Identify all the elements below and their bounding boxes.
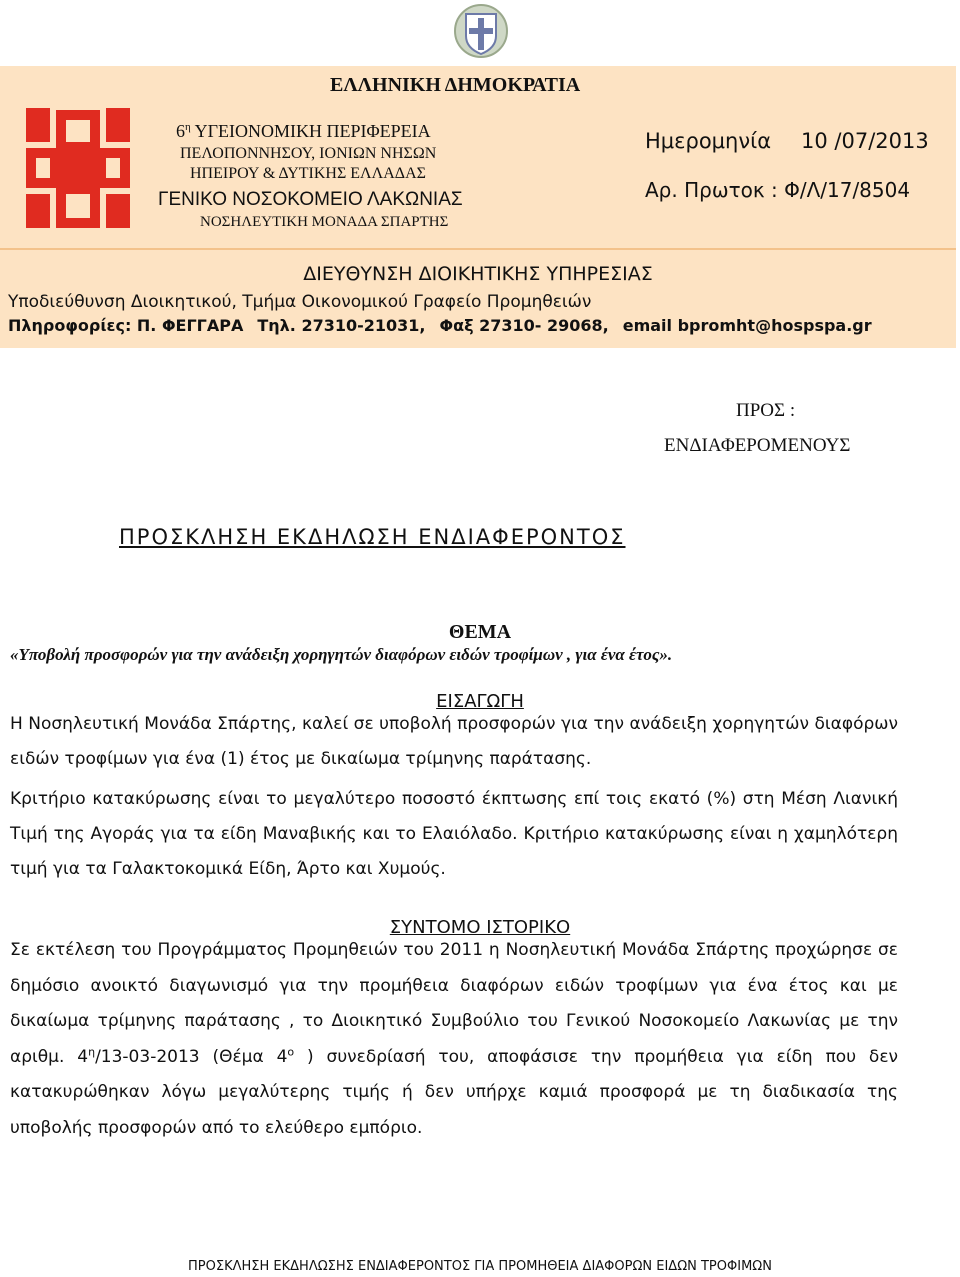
subject-text: «Υποβολή προσφορών για την ανάδειξη χορηγητών διαφόρων ειδών τροφίμων , για ένα έτος».	[10, 645, 673, 664]
introduction-paragraph-1: Η Νοσηλευτική Μονάδα Σπάρτης, καλεί σε υποβολή προσφορών για την ανάδειξη χορηγητών διαφόρων ειδών τροφίμων για ένα (1) έτος με δικαίωμα τρίμηνης παράτασης.	[10, 714, 898, 769]
contact-phone: Τηλ. 27310-21031,	[257, 316, 426, 335]
contact-info-line	[8, 316, 886, 335]
region-line-3: ΗΠΕΙΡΟΥ & ΔΥΤΙΚΗΣ ΕΛΛΑΔΑΣ	[190, 165, 426, 182]
subdepartment-line: Υποδιεύθυνση Διοικητικού, Τμήμα Οικονομικού Γραφείο Προμηθειών	[8, 292, 592, 312]
contact-fax: Φαξ 27310- 29068,	[439, 316, 609, 335]
date-label: Ημερομηνία	[645, 129, 772, 153]
hospital-cross-logo-icon	[22, 106, 134, 232]
date-line	[645, 129, 929, 153]
greek-emblem-icon	[452, 2, 510, 60]
date-value: 10 /07/2013	[801, 129, 929, 153]
invitation-title: ΠΡΟΣΚΛΗΣΗ ΕΚΔΗΛΩΣΗ ΕΝΔΙΑΦΕΡΟΝΤΟΣ	[119, 525, 626, 549]
hospital-name: ΓΕΝΙΚΟ ΝΟΣΟΚΟΜΕΙΟ ΛΑΚΩΝΙΑΣ	[158, 189, 463, 210]
unit-name: ΝΟΣΗΛΕΥΤΙΚΗ ΜΟΝΑΔΑ ΣΠΑΡΤΗΣ	[200, 214, 449, 230]
protocol-number: Αρ. Πρωτοκ : Φ/Λ/17/8504	[645, 178, 911, 202]
header-divider	[0, 248, 956, 250]
introduction-paragraph-2: Κριτήριο κατακύρωσης είναι το μεγαλύτερο ποσοστό έκπτωσης επί τοις εκατό (%) στη Μέση Λιανική Τιμή της Αγοράς για τα είδη Μαναβικής και το Ελαιόλαδο. Κριτήριο κατακύρωσης είναι η χαμηλότερη τιμή για τα Γαλακτοκομικά Είδη, Άρτο και Χυμούς.	[10, 789, 898, 879]
subject-label: ΘΕΜΑ	[448, 621, 512, 643]
health-region-title: $6^\eta$ ΥΓΕΙΟΝΟΜΙΚΗ ΠΕΡΙΦΕΡΕΙΑ	[176, 121, 431, 141]
contact-email: email bpromht@hospspa.gr	[622, 316, 872, 335]
department-title: ΔΙΕΥΘΥΝΣΗ ΔΙΟΙΚΗΤΙΚΗΣ ΥΠΗΡΕΣΙΑΣ	[303, 263, 653, 285]
recipient-label: ΠΡΟΣ :	[736, 400, 796, 421]
recipient-value: ΕΝΔΙΑΦΕΡΟΜΕΝΟΥΣ	[664, 435, 851, 456]
history-paragraph: Σε εκτέλεση του Προγράμματος Προμηθειών του 2011 η Νοσηλευτική Μονάδα Σπάρτης προχώρησε σε δημόσιο ανοικτό διαγωνισμό για την προμήθεια διαφόρων ειδών τροφίμων για ένα έτος και με δικαίωμα τρίμηνης παράτασης , το Διοικητικό Συμβούλιο του Γενικού Νοσοκομείο Λακωνίας με την αριθμ. $4^\eta/13-03-2013$ (Θέμα $4^o$ ) συνεδρίασή του, αποφάσισε την προμήθεια για είδη που δεν κατακυρώθηκαν λόγω μεγαλύτερης τιμής ή δεν υπήρχε καμιά προσφορά με τη διαδικασία της υποβολής προσφορών από το ελεύθερο εμπόριο.	[10, 940, 899, 1138]
introduction-title: ΕΙΣΑΓΩΓΗ	[436, 691, 524, 712]
republic-title: ΕΛΛΗΝΙΚΗ ΔΗΜΟΚΡΑΤΙΑ	[330, 74, 581, 96]
region-line-2: ΠΕΛΟΠΟΝΝΗΣΟΥ, ΙΟΝΙΩΝ ΝΗΣΩΝ	[180, 145, 437, 162]
history-title: ΣΥΝΤΟΜΟ ΙΣΤΟΡΙΚΟ	[389, 917, 571, 938]
page-footer: ΠΡΟΣΚΛΗΣΗ ΕΚΔΗΛΩΣΗΣ ΕΝΔΙΑΦΕΡΟΝΤΟΣ ΓΙΑ ΠΡΟΜΗΘΕΙΑ ΔΙΑΦΟΡΩΝ ΕΙΔΩΝ ΤΡΟΦΙΜΩΝ	[188, 1259, 772, 1274]
contact-person: Πληροφορίες: Π. ΦΕΓΓΑΡΑ	[8, 316, 244, 335]
